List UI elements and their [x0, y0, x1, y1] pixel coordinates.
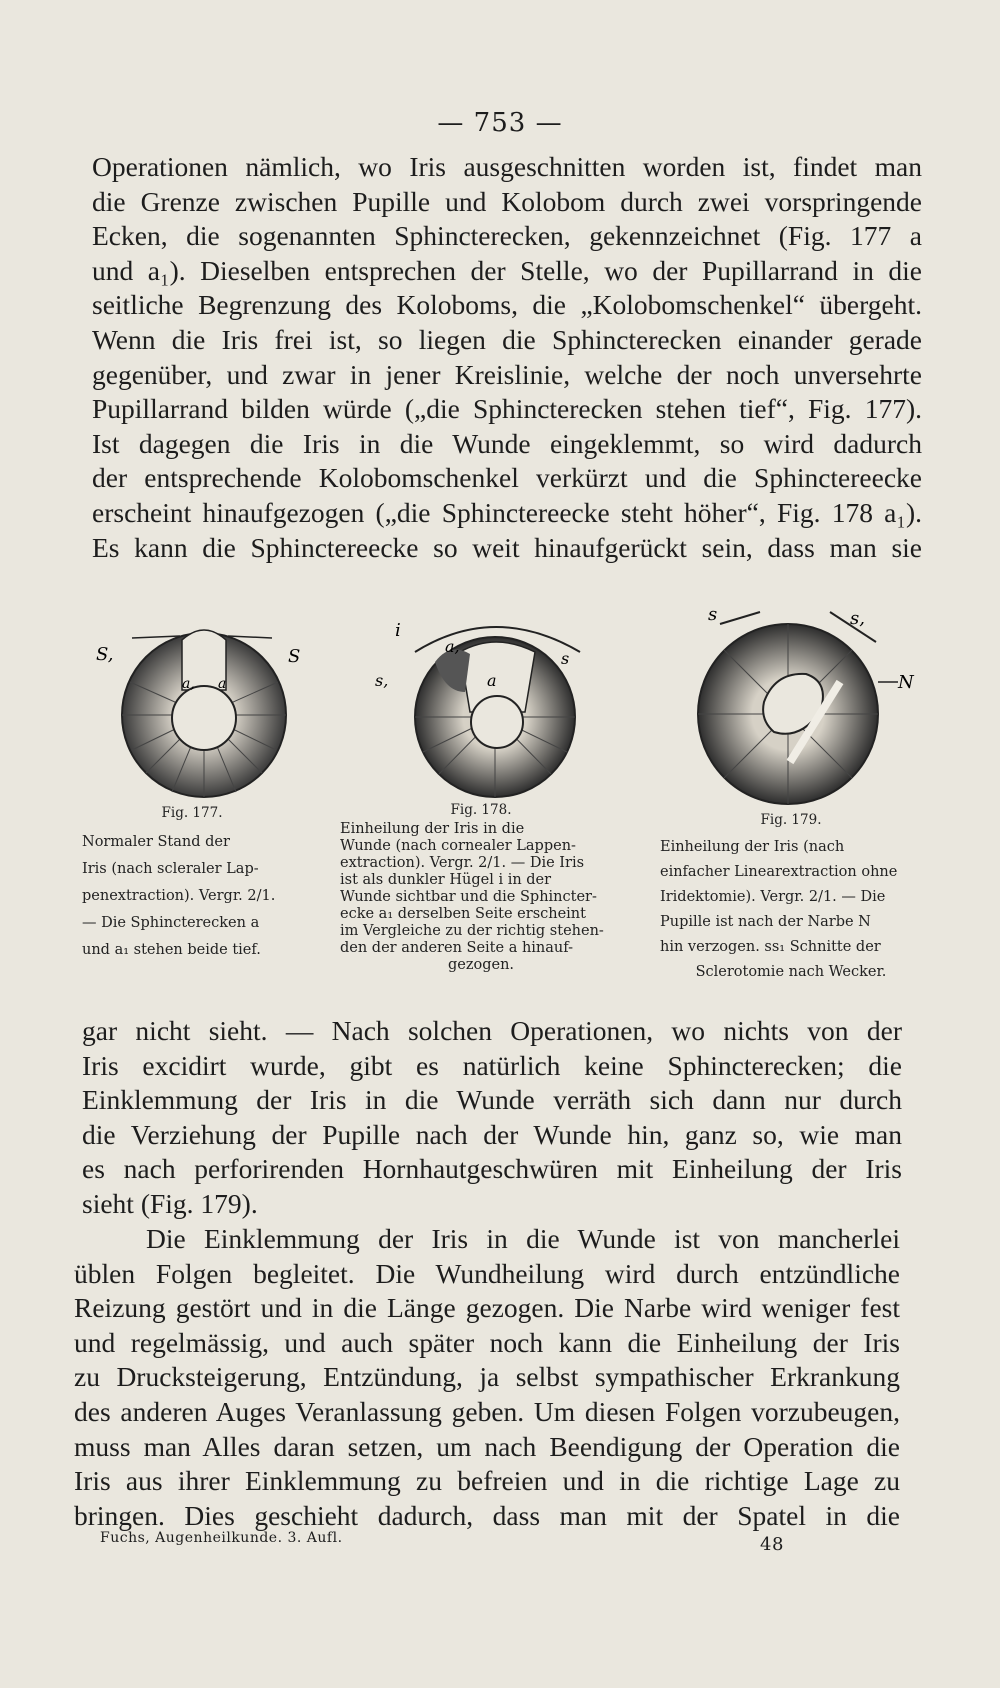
text-line: Iris excidirt wurde, gibt es natürlich keine Sphincterecken; die [82, 1049, 902, 1081]
caption-line: Wunde sichtbar und die Sphincter- [340, 889, 597, 905]
caption-line: — Die Sphincterecken a [82, 915, 260, 931]
text-line: der entsprechende Kolobomschenkel verkürzt und die Sphinctereecke [92, 462, 922, 494]
caption-line: ecke a₁ derselben Seite erscheint [340, 906, 586, 922]
text-line: Einklemmung der Iris in die Wunde verräth sich dann nur durch [82, 1084, 902, 1116]
caption-line: gezogen. [447, 957, 515, 973]
caption-line: extraction). Vergr. 2/1. — Die Iris [340, 855, 585, 871]
caption-line: penextraction). Vergr. 2/1. [82, 888, 276, 904]
figure-178-number: Fig. 178. [450, 802, 512, 818]
caption-line: Wunde (nach cornealer Lappen- [340, 838, 576, 854]
figure-178-caption [340, 802, 622, 974]
caption-line: einfacher Linearextraction ohne [660, 864, 898, 880]
paragraph-2 [82, 1014, 902, 1222]
text-line: bringen. Dies geschieht dadurch, dass man mit der Spatel in die [74, 1499, 900, 1531]
fig178-label-a1: a, [445, 637, 460, 656]
page-number: — 753 — [437, 108, 563, 138]
text-line: erscheint hinaufgezogen („die Sphinctereecke steht höher“, Fig. 178 a₁). [92, 496, 922, 528]
text-line: Reizung gestört und in die Länge gezogen. Die Narbe wird weniger fest [74, 1292, 900, 1324]
paragraph-3 [74, 1222, 900, 1533]
figure-177-number: Fig. 177. [161, 805, 223, 821]
text-line: gar nicht sieht. — Nach solchen Operationen, wo nichts von der [82, 1015, 902, 1046]
fig177-label-s: S [288, 646, 301, 667]
fig178-label-s1: s, [375, 671, 389, 690]
caption-line: und a₁ stehen beide tief. [82, 942, 261, 958]
fig177-label-a1: a, [182, 676, 195, 692]
paragraph-1 [92, 150, 922, 565]
text-line: die Grenze zwischen Pupille und Kolobom durch zwei vorspringende [92, 185, 922, 217]
text-line: üblen Folgen begleitet. Die Wundheilung wird durch entzündliche [74, 1257, 900, 1289]
figure-179-caption [660, 808, 922, 985]
text-line: Wenn die Iris frei ist, so liegen die Sphincterecken einander gerade [92, 323, 922, 355]
text-line: seitliche Begrenzung des Koloboms, die „Kolobomschenkel“ übergeht. [92, 289, 922, 321]
caption-line: Iris (nach scleraler Lap- [82, 861, 259, 877]
text-line: Ecken, die sogenannten Sphincterecken, gekennzeichnet (Fig. 177 a [92, 220, 922, 252]
caption-line: Sclerotomie nach Wecker. [695, 964, 887, 980]
fig178-label-a: a [487, 671, 497, 690]
caption-line: Einheilung der Iris (nach [660, 839, 845, 855]
figure-177-illustration [92, 610, 302, 810]
text-line: Die Einklemmung der Iris in die Wunde ist von mancherlei [146, 1223, 900, 1254]
text-line: des anderen Auges Veranlassung geben. Um diesen Folgen vorzubeugen, [74, 1395, 900, 1427]
text-line: und regelmässig, und auch später noch kann die Einheilung der Iris [74, 1326, 900, 1358]
caption-line: im Vergleiche zu der richtig stehen- [340, 923, 604, 939]
caption-line: hin verzogen. ss₁ Schnitte der [660, 939, 881, 955]
text-line: Es kann die Sphinctereecke so weit hinaufgerückt sein, dass man sie [92, 531, 922, 563]
figure-178-illustration [375, 612, 605, 812]
fig179-label-s: s [708, 604, 718, 625]
fig177-label-a: a [218, 676, 227, 692]
caption-line: Einheilung der Iris in die [340, 821, 525, 837]
text-line: und a₁). Dieselben entsprechen der Stelle, wo der Pupillarrand in die [92, 254, 922, 286]
text-line: zu Drucksteigerung, Entzündung, ja selbst sympathischer Erkrankung [74, 1361, 900, 1393]
text-line: Ist dagegen die Iris in die Wunde eingeklemmt, so wird dadurch [92, 427, 922, 459]
caption-line: ist als dunkler Hügel i in der [340, 872, 552, 888]
text-line: Operationen nämlich, wo Iris ausgeschnitten worden ist, findet man [92, 151, 922, 182]
text-line: muss man Alles daran setzen, um nach Beendigung der Operation die [74, 1430, 900, 1462]
fig178-label-s: s [561, 649, 570, 668]
caption-line: Normaler Stand der [82, 834, 230, 850]
fig179-label-n: N [898, 672, 914, 693]
caption-line: Pupille ist nach der Narbe N [660, 914, 871, 930]
text-line: gegenüber, und zwar in jener Kreislinie, welche der noch unversehrte [92, 358, 922, 390]
page-footer [100, 1530, 820, 1555]
text-line: sieht (Fig. 179). [82, 1187, 258, 1219]
figure-177-caption [82, 800, 302, 964]
figure-179-illustration [680, 602, 920, 812]
fig178-label-i: i [395, 620, 401, 641]
caption-line: den der anderen Seite a hinauf- [340, 940, 573, 956]
text-line: es nach perforirenden Hornhautgeschwüren mit Einheilung der Iris [82, 1153, 902, 1185]
footer-source: Fuchs, Augenheilkunde. 3. Aufl. [100, 1530, 343, 1546]
fig177-label-s1: S, [96, 644, 114, 665]
text-line: Pupillarrand bilden würde („die Sphincterecken stehen tief“, Fig. 177). [92, 393, 922, 425]
text-line: Iris aus ihrer Einklemmung zu befreien und in die richtige Lage zu [74, 1465, 900, 1497]
text-line: die Verziehung der Pupille nach der Wunde hin, ganz so, wie man [82, 1118, 902, 1150]
figure-179-number: Fig. 179. [760, 812, 822, 828]
fig179-label-s1: s, [850, 608, 865, 629]
caption-line: Iridektomie). Vergr. 2/1. — Die [660, 889, 886, 905]
footer-signature: 48 [760, 1534, 784, 1555]
